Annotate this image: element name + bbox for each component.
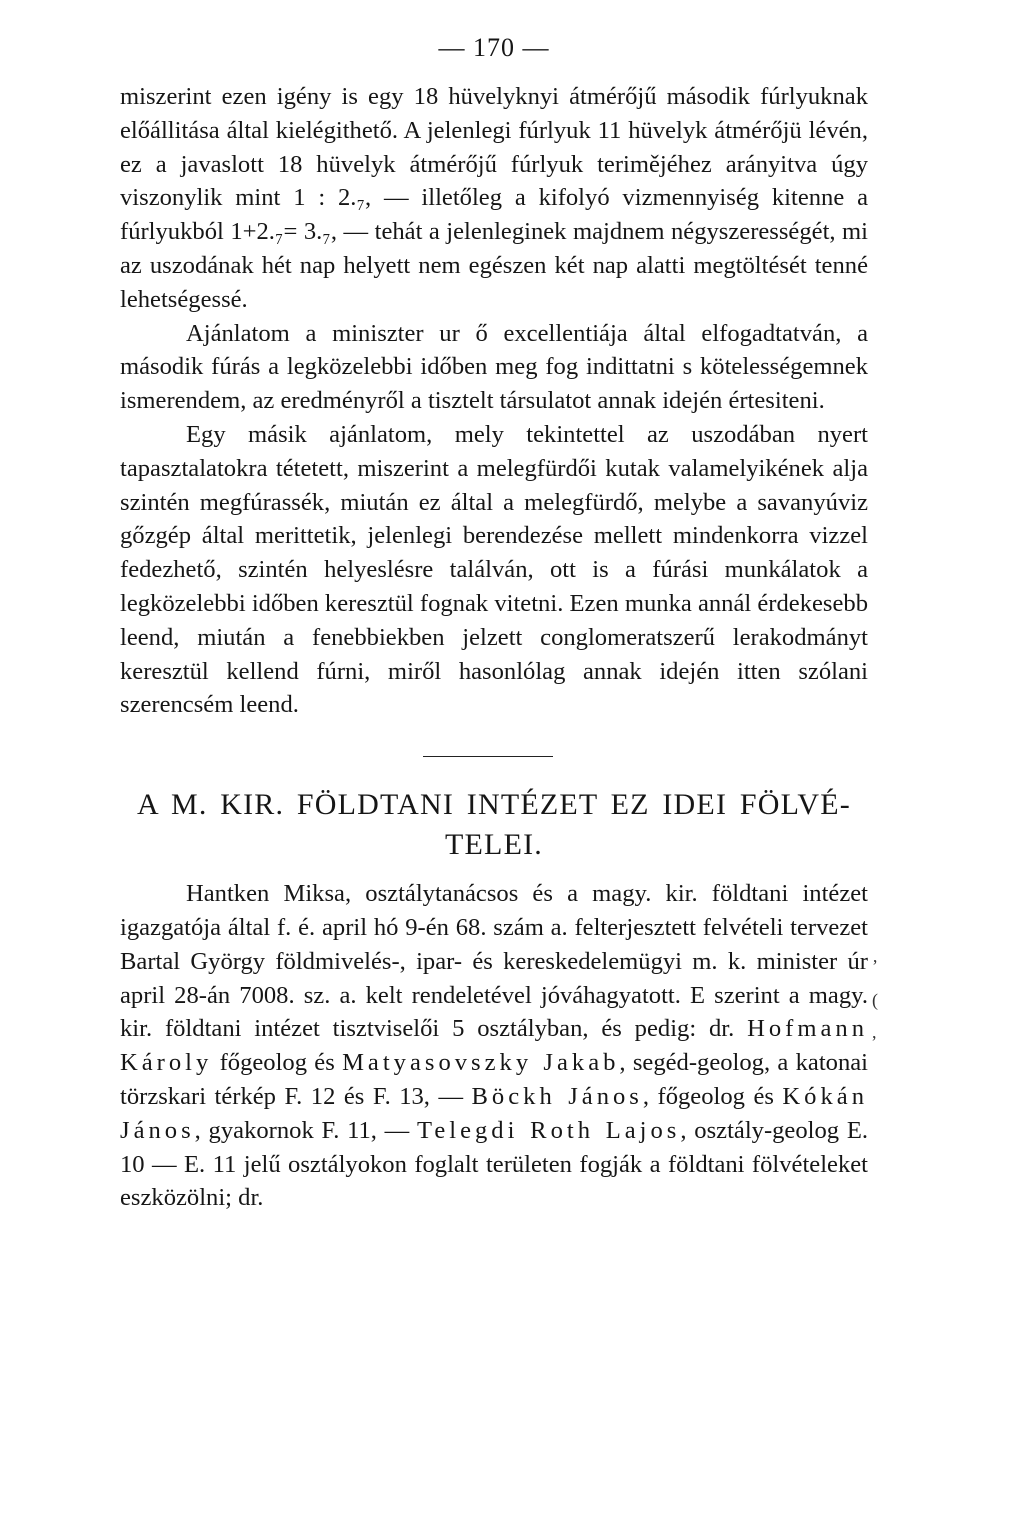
margin-mark: ( <box>872 990 878 1010</box>
survey-text-2: főgeolog és <box>212 1049 343 1077</box>
margin-mark: , <box>872 1022 877 1042</box>
paragraph-continuation: miszerint ezen igény is egy 18 hüvelyknyi átmérőjű második fúrlyuknak előállitása által kielégithető. A jelenlegi fúrlyuk 11 hüvelyk átmérőjü lévén, ez a javaslott 18 hüvelyk átmérőjű fúrlyuk terimějéhez arányitva úgy viszonylik mint 1 : 2.₇, — illetőleg a kifolyó vizmennyiség kitenne a fúrlyukból 1+2.₇= 3.₇, — tehát a jelenleginek majdnem négyszerességét, mi az uszodának hét nap helyett nem egészen két nap alatti megtöltését tenné lehetségessé. <box>120 83 868 313</box>
page <box>120 28 868 1215</box>
survey-text-1: Hantken Miksa, osztálytanácsos és a magy. kir. földtani intézet igazgatója által f. é. april hó 9-én 68. szám a. felterjesztett felvételi tervezet Bartal György földmivelés-, ipar- és kereskedelemügyi m. k. minister úr april 28-án 7008. sz. a. kelt rendeletével jóváhagyatott. E szerint a magy. kir. földtani intézet tisztviselői 5 osztályban, és pedig: dr. <box>120 880 868 1043</box>
survey-text-4: , főgeolog és <box>642 1082 783 1110</box>
person-name-kokan: Kókán János <box>120 1082 868 1144</box>
page-number: — 170 — <box>438 33 550 62</box>
person-name-hofmann: Hofmann Károly <box>120 1015 868 1077</box>
survey-text-3: , segéd-geolog, a katonai törzskari térkép F. 12 és F. 13, — <box>120 1049 868 1110</box>
margin-mark: ’ <box>872 956 878 976</box>
survey-text-5: , gyakornok F. 11, — <box>194 1116 418 1144</box>
survey-text-6: , osztály-geolog E. 10 — E. 11 jelű osztályokon foglalt területen fogják a földtani fölvételeket eszközölni; dr. <box>120 1116 868 1212</box>
section-heading-line1: A M. KIR. FÖLDTANI INTÉZET EZ IDEI FÖLVÉ- <box>137 788 851 822</box>
paragraph-minister-offer: Ajánlatom a miniszter ur ő excellentiája által elfogadtatván, a második fúrás a legközelebbi időben meg fog indittatni s kötelességemnek ismerendem, az eredményről a tisztelt társulatot annak idején értesiteni. <box>120 319 868 415</box>
section-heading <box>120 785 868 865</box>
person-name-bockh: Böckh János <box>471 1082 643 1110</box>
section-separator <box>423 756 553 757</box>
person-name-matyasovszky: Matyasovszky Jakab <box>342 1049 620 1077</box>
paragraph-second-offer: Egy másik ajánlatom, mely tekintettel az uszodában nyert tapasztalatokra tétetett, miszerint a melegfürdői kutak valamelyikének alja szintén megfúrassék, miután ez által a melegfürdő, melybe a savanyúviz gőzgép által merittetik, jelenlegi berendezése mellett mindenkorra vizzel fedezhető, szintén helyeslésre találván, ott is a fúrási munkálatok a legközelebbi időben keresztül fognak vitetni. Ezen munka annál érdekesebb leend, miután a fenebbiekben jelzett conglomeratszerű lerakodmányt keresztül kellend fúrni, miről hasonlólag annak idején itten szólani szerencsém leend. <box>120 420 868 719</box>
section-heading-line2: TELEI. <box>445 828 543 862</box>
paragraph-survey-plan <box>120 877 868 1215</box>
person-name-telegdi: Telegdi Roth Lajos <box>417 1116 681 1144</box>
